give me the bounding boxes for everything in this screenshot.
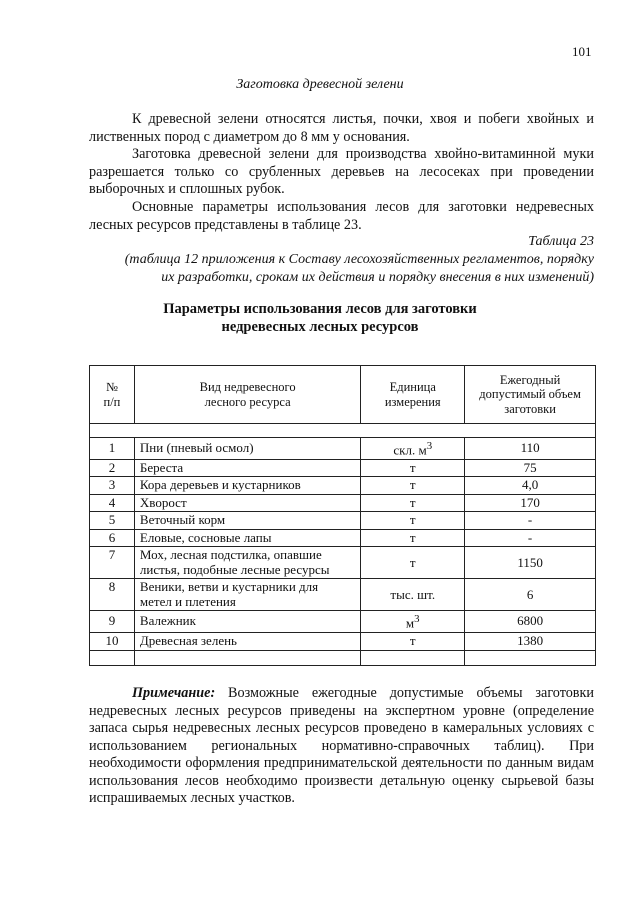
table-row	[90, 547, 596, 579]
header-kind-line: лесного ресурса	[204, 394, 291, 409]
row-number: 8	[90, 579, 135, 611]
header-resource-kind	[134, 366, 360, 424]
row-volume: 4,0	[465, 477, 596, 495]
row-unit: т	[361, 477, 465, 495]
table-row	[90, 611, 596, 633]
header-unit-line: измерения	[384, 394, 441, 409]
table-row	[90, 633, 596, 651]
table-title-line: Параметры использования лесов для заготовки	[163, 301, 477, 317]
table-spacer-row	[90, 650, 596, 665]
paragraph-definition: К древесной зелени относятся листья, почки, хвоя и побеги хвойных и лиственных пород с диаметром до 8 мм у основания.	[89, 111, 594, 145]
row-number: 5	[90, 512, 135, 530]
header-volume-line: Ежегодный	[499, 372, 561, 387]
table-row	[90, 512, 596, 530]
row-resource-line: Веники, ветви и кустарники для	[139, 579, 319, 595]
row-resource: Веточный корм	[134, 512, 360, 530]
row-unit: т	[361, 459, 465, 477]
row-number: 7	[90, 547, 135, 579]
table-number-label: Таблица 23	[528, 234, 594, 249]
row-number: 4	[90, 494, 135, 512]
row-resource: Береста	[134, 459, 360, 477]
row-number: 2	[90, 459, 135, 477]
table-row	[90, 579, 596, 611]
row-unit: т	[361, 529, 465, 547]
row-number: 3	[90, 477, 135, 495]
row-unit	[361, 438, 465, 460]
row-resource: Хворост	[134, 494, 360, 512]
row-resource-line: метел и плетения	[139, 593, 236, 609]
row-volume: 170	[465, 494, 596, 512]
note-paragraph	[89, 685, 594, 808]
table-title-line: недревесных лесных ресурсов	[221, 319, 419, 335]
section-title: Заготовка древесной зелени	[236, 77, 404, 92]
unit-text: м	[405, 615, 415, 631]
unit-superscript: 3	[414, 613, 420, 626]
spacer-cell	[90, 650, 135, 665]
row-unit: т	[361, 633, 465, 651]
table-spacer-row	[90, 424, 596, 438]
row-unit: т	[361, 512, 465, 530]
unit-text: скл. м	[393, 442, 427, 458]
table-row	[90, 529, 596, 547]
page-number: 101	[572, 44, 592, 59]
row-resource: Пни (пневый осмол)	[134, 438, 360, 460]
row-number: 6	[90, 529, 135, 547]
table-source-note: (таблица 12 приложения к Составу лесохозяйственных регламентов, порядку их разработки, срокам их действия и порядку внесения в них изменений)	[124, 252, 594, 285]
row-volume: 6800	[465, 611, 596, 633]
row-volume: -	[465, 512, 596, 530]
header-number-line: №	[105, 380, 118, 394]
note-label: Примечание:	[132, 685, 216, 701]
row-number: 10	[90, 633, 135, 651]
row-unit	[361, 611, 465, 633]
spacer-cell	[361, 650, 465, 665]
spacer-cell	[465, 650, 596, 665]
row-unit: т	[361, 494, 465, 512]
row-unit: т	[361, 547, 465, 579]
table-row	[90, 494, 596, 512]
header-number-line: п/п	[103, 394, 121, 409]
row-number: 1	[90, 438, 135, 460]
table-title	[0, 300, 640, 336]
spacer-cell	[134, 650, 360, 665]
row-number: 9	[90, 611, 135, 633]
table-row	[90, 477, 596, 495]
header-annual-volume	[465, 366, 596, 424]
row-unit: тыс. шт.	[361, 579, 465, 611]
table-row	[90, 438, 596, 460]
spacer-cell	[90, 424, 596, 438]
row-resource: Еловые, сосновые лапы	[134, 529, 360, 547]
header-kind-line: Вид недревесного	[199, 380, 296, 394]
parameters-table	[89, 365, 596, 666]
row-resource: Кора деревьев и кустарников	[134, 477, 360, 495]
row-resource: Валежник	[134, 611, 360, 633]
paragraph-harvest-rules: Заготовка древесной зелени для производства хвойно-витаминной муки разрешается только со срубленных деревьев на лесосеках при проведении выборочных и сплошных рубок.	[89, 146, 594, 197]
row-volume: 110	[465, 438, 596, 460]
row-volume: 1380	[465, 633, 596, 651]
row-resource	[134, 547, 360, 579]
header-volume-line: допустимый объем	[479, 387, 581, 402]
note-text: Возможные ежегодные допустимые объемы заготовки недревесных лесных ресурсов приведены на экспертном уровне (определение запаса сырья недревесных лесных ресурсов проведено в камеральных условиях с использованием региональных нормативно-справочных таблиц). При необходимости оформления предпринимательской деятельности по данным видам использования лесов необходимо произвести детальную оценку сырьевой базы испрашиваемых лесных участков.	[89, 685, 594, 806]
table-row	[90, 459, 596, 477]
header-number	[90, 366, 135, 424]
row-volume: 75	[465, 459, 596, 477]
header-unit-line: Единица	[389, 380, 436, 394]
row-resource-line: Мох, лесная подстилка, опавшие	[139, 547, 322, 563]
row-resource-line: листья, подобные лесные ресурсы	[139, 561, 330, 577]
header-volume-line: заготовки	[504, 401, 556, 416]
row-volume: 6	[465, 579, 596, 611]
row-resource: Древесная зелень	[134, 633, 360, 651]
paragraph-table-intro: Основные параметры использования лесов для заготовки недревесных лесных ресурсов представлены в таблице 23.	[89, 199, 594, 233]
unit-superscript: 3	[426, 440, 433, 452]
row-resource	[134, 579, 360, 611]
row-volume: -	[465, 529, 596, 547]
table-header-row	[90, 366, 596, 424]
row-volume: 1150	[465, 547, 596, 579]
header-unit	[361, 366, 465, 424]
